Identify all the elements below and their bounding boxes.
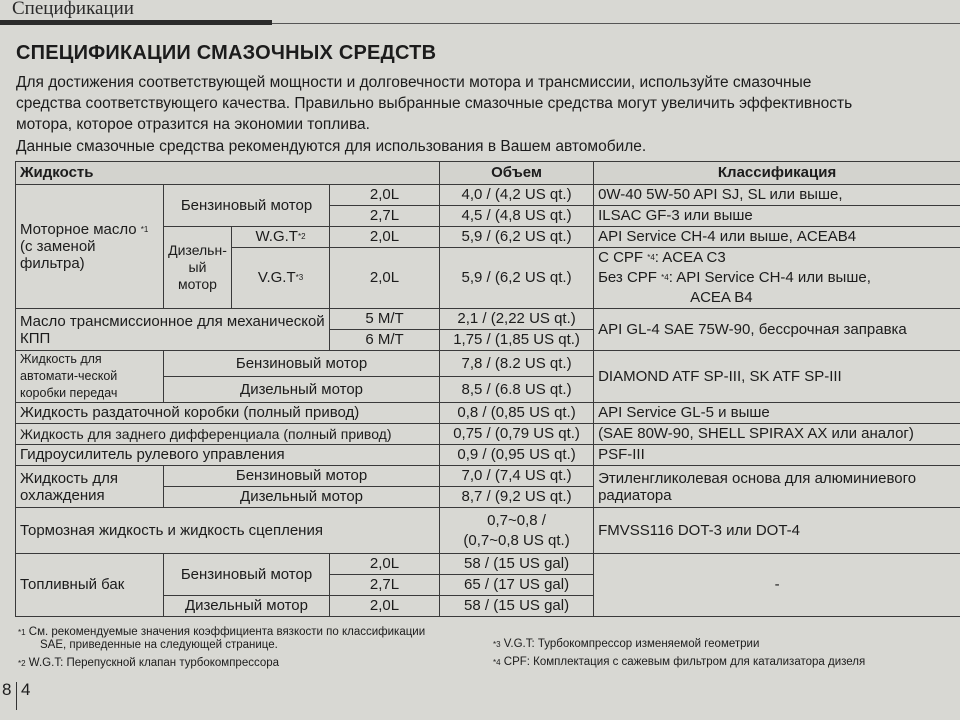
header-class: Классификация <box>594 162 960 185</box>
engine-volume: 4,0 / (4,2 US qt.) <box>440 185 594 206</box>
table-row <box>16 554 960 575</box>
lubricant-table <box>15 161 960 617</box>
table-row <box>16 445 960 466</box>
coolant-volume: 7,0 / (7,4 US qt.) <box>440 466 594 487</box>
fuel-volume: 58 / (15 US gal) <box>440 596 594 617</box>
table-row <box>16 424 960 445</box>
engine-wgt: $W.G.T^{*2}$ <box>232 227 330 248</box>
fuel-diesel: Дизельный мотор <box>164 596 330 617</box>
brake-class: FMVSS116 DOT-3 или DOT-4 <box>594 508 960 554</box>
table-row <box>16 185 960 206</box>
engine-petrol: Бензиновый мотор <box>164 185 330 227</box>
engine-class: ILSAC GF-3 или выше <box>594 206 960 227</box>
manual-volume: 1,75 / (1,85 US qt.) <box>440 330 594 351</box>
table-header-row <box>16 162 960 185</box>
footnote-1-cont: SAE, приведенные на следующей странице. <box>40 639 278 651</box>
table-row <box>16 309 960 330</box>
engine-volume: 5,9 / (6,2 US qt.) <box>440 227 594 248</box>
manual-type: 5 M/T <box>330 309 440 330</box>
transfer-class: API Service GL-5 и выше <box>594 403 960 424</box>
page-number <box>0 678 34 720</box>
intro-paragraph <box>16 72 852 135</box>
table-row <box>16 466 960 487</box>
engine-volume: 4,5 / (4,8 US qt.) <box>440 206 594 227</box>
intro-line: мотора, которое отразится на экономии топлива. <box>16 116 370 133</box>
engine-diesel: Дизельн-ый мотор <box>164 227 232 309</box>
table-row <box>16 351 960 377</box>
fuel-volume: 65 / (17 US gal) <box>440 575 594 596</box>
coolant-diesel: Дизельный мотор <box>164 487 440 508</box>
power-steering-volume: 0,9 / (0,95 US qt.) <box>440 445 594 466</box>
engine-class: 0W-40 5W-50 API SJ, SL или выше, <box>594 185 960 206</box>
header-rule <box>272 23 960 24</box>
manual-type: 6 M/T <box>330 330 440 351</box>
coolant-volume: 8,7 / (9,2 US qt.) <box>440 487 594 508</box>
manual-label: Масло трансмиссионное для механической КПП <box>16 309 330 351</box>
rear-diff-volume: 0,75 / (0,79 US qt.) <box>440 424 594 445</box>
engine-size: 2,0L <box>330 185 440 206</box>
page-number-divider <box>16 682 17 710</box>
engine-class-cpf: С CPF $^{*4}$: ACEA C3 Без CPF $^{*4}$: API Service CH-4 или выше, ACEA B4 <box>594 248 960 309</box>
fuel-size: 2,0L <box>330 554 440 575</box>
transfer-volume: 0,8 / (0,85 US qt.) <box>440 403 594 424</box>
brake-volume: 0,7~0,8 / (0,7~0,8 US qt.) <box>440 508 594 554</box>
page-header <box>0 0 960 26</box>
coolant-label: Жидкость для охлаждения <box>16 466 164 508</box>
automatic-label: Жидкость для автомати-ческой коробки передач <box>16 351 164 403</box>
engine-size: 2,7L <box>330 206 440 227</box>
fuel-label: Топливный бак <box>16 554 164 617</box>
page-number-value: 4 <box>21 680 31 699</box>
fuel-size: 2,0L <box>330 596 440 617</box>
automatic-diesel: Дизельный мотор <box>164 377 440 403</box>
chapter-number: 8 <box>2 680 12 699</box>
rear-diff-class: (SAE 80W-90, SHELL SPIRAX AX или аналог) <box>594 424 960 445</box>
footnote-2: $^{*2}$ W.G.T: Перепускной клапан турбокомпрессора <box>18 657 280 669</box>
transfer-label: Жидкость раздаточной коробки (полный привод) <box>16 403 440 424</box>
engine-volume: 5,9 / (6,2 US qt.) <box>440 248 594 309</box>
engine-oil-label: Моторное масло $^{*1}$ (с заменой фильтра) <box>16 185 164 309</box>
header-bar <box>0 20 272 25</box>
intro-line: средства соответствующего качества. Правильно выбранные смазочные средства могут увеличить эффективность <box>16 95 853 112</box>
engine-size: 2,0L <box>330 248 440 309</box>
page-title: СПЕЦИФИКАЦИИ СМАЗОЧНЫХ СРЕДСТВ <box>16 42 437 64</box>
rear-diff-label: Жидкость для заднего дифференциала (полный привод) <box>16 424 440 445</box>
engine-size: 2,0L <box>330 227 440 248</box>
manual-class: API GL-4 SAE 75W-90, бессрочная заправка <box>594 309 960 351</box>
coolant-petrol: Бензиновый мотор <box>164 466 440 487</box>
footnote-4: $^{*4}$ CPF: Комплектация с сажевым фильтром для катализатора дизеля <box>493 656 866 668</box>
manual-volume: 2,1 / (2,22 US qt.) <box>440 309 594 330</box>
footnote-3: $^{*3}$ V.G.T: Турбокомпрессор изменяемой геометрии <box>493 638 760 650</box>
header-volume: Объем <box>440 162 594 185</box>
section-title: Спецификации <box>12 0 134 19</box>
fuel-size: 2,7L <box>330 575 440 596</box>
header-fluid: Жидкость <box>16 162 440 185</box>
intro-line: Для достижения соответствующей мощности и долговечности мотора и трансмиссии, используйте смазочные <box>16 74 812 91</box>
power-steering-class: PSF-III <box>594 445 960 466</box>
fuel-volume: 58 / (15 US gal) <box>440 554 594 575</box>
engine-class: API Service CH-4 или выше, ACEAB4 <box>594 227 960 248</box>
automatic-petrol: Бензиновый мотор <box>164 351 440 377</box>
fuel-petrol: Бензиновый мотор <box>164 554 330 596</box>
fuel-class: - <box>594 554 960 617</box>
footnote-1: $^{*1}$ См. рекомендуемые значения коэффициента вязкости по классификации <box>18 626 426 638</box>
automatic-class: DIAMOND ATF SP-III, SK ATF SP-III <box>594 351 960 403</box>
coolant-class: Этиленгликолевая основа для алюминиевого радиатора <box>594 466 960 508</box>
automatic-volume: 7,8 / (8.2 US qt.) <box>440 351 594 377</box>
engine-vgt: $V.G.T^{*3}$ <box>232 248 330 309</box>
table-row <box>16 508 960 554</box>
recommendation-paragraph: Данные смазочные средства рекомендуются для использования в Вашем автомобиле. <box>16 138 647 155</box>
brake-label: Тормозная жидкость и жидкость сцепления <box>16 508 440 554</box>
table-row <box>16 403 960 424</box>
automatic-volume: 8,5 / (6.8 US qt.) <box>440 377 594 403</box>
power-steering-label: Гидроусилитель рулевого управления <box>16 445 440 466</box>
